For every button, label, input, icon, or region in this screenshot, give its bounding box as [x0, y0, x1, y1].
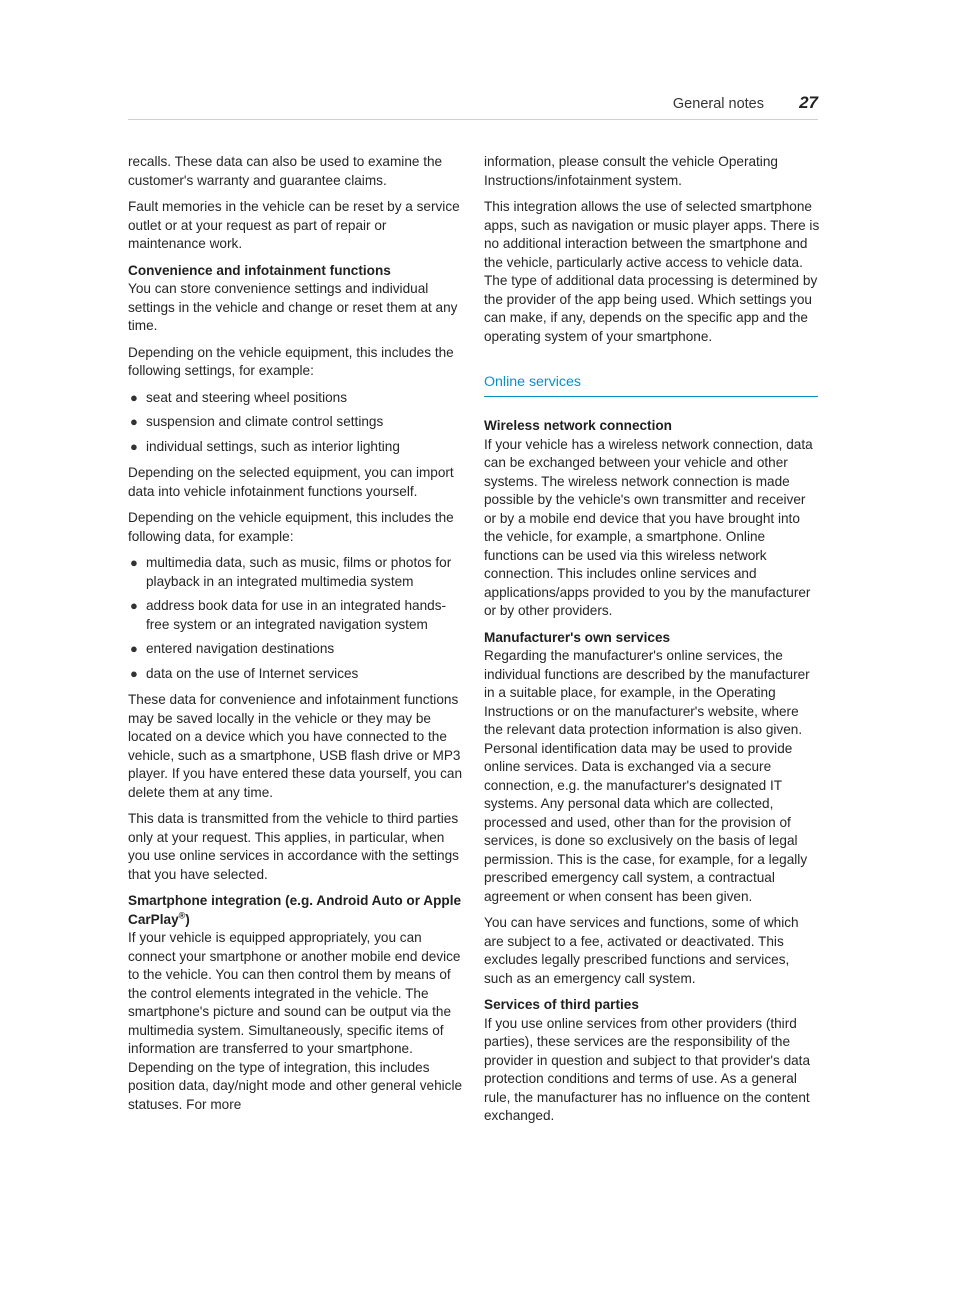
settings-list	[128, 389, 464, 457]
section-name: General notes	[672, 96, 764, 112]
list-item	[128, 389, 464, 408]
paragraph: You can store convenience settings and individual settings in the vehicle and change or reset them at any time.	[128, 281, 458, 333]
registered-mark: ®	[178, 909, 186, 920]
paragraph: Depending on the vehicle equipment, this includes the following settings, for example:	[128, 344, 454, 378]
paragraph: You can have services and functions, some of which are subject to a fee, activated or deactivated. This excludes legally prescribed functions and services, such as an emergency call system.	[484, 915, 799, 986]
list-item	[128, 438, 464, 457]
paragraph: recalls. These data can also be used to examine the customer's warranty and guarantee claims.	[128, 154, 443, 188]
list-item-text: address book data for use in an integrated hands-free system or an integrated navigation system	[146, 598, 447, 632]
list-item-text: seat and steering wheel positions	[146, 389, 348, 405]
bullet-icon: ●	[130, 598, 138, 613]
list-item	[128, 554, 464, 591]
heading-text: Smartphone integration (e.g. Android Auto or Apple CarPlay	[128, 893, 462, 927]
paragraph: Fault memories in the vehicle can be reset by a service outlet or at your request as part of repair or maintenance work.	[128, 199, 460, 251]
paragraph: If your vehicle has a wireless network connection, data can be exchanged between your vehicle and other systems. The wireless network connection is made possible by the vehicle's own transmitter and receiver or by a mobile end device that you have brought into the vehicle, for example, a smartphone. Online functions can be used via this wireless network connection. This includes online services and applications/apps provided to you by the manufacturer or by other providers.	[484, 436, 813, 618]
paragraph: Depending on the selected equipment, you can import data into vehicle infotainment functions yourself.	[128, 465, 454, 499]
page-header	[128, 93, 818, 120]
list-item-text: multimedia data, such as music, films or photos for playback in an integrated multimedia system	[146, 555, 452, 589]
list-item	[128, 413, 464, 432]
left-column	[128, 153, 464, 1122]
bullet-icon: ●	[130, 665, 138, 681]
page-number: 27	[799, 93, 818, 112]
bullet-icon: ●	[130, 389, 138, 405]
paragraph: information, please consult the vehicle Operating Instructions/infotainment system.	[484, 154, 778, 188]
list-item-text: suspension and climate control settings	[146, 414, 384, 429]
list-item-text: data on the use of Internet services	[146, 665, 359, 681]
paragraph: Regarding the manufacturer's online services, the individual functions are described by the manufacturer in a suitable place, for example, in the Operating Instructions or on the manufacturer's website, where the relevant data protection information is also given. Personal identification data may be used to provide online services. Data is exchanged via a secure connection, e.g. the manufacturer's designated IT systems. Any personal data which are collected, processed and used, other than for the provision of services, is done so exclusively on the basis of legal permission. This is the case, for example, for a legally prescribed emergency call system, a contractual agreement or when consent has been given.	[484, 648, 810, 904]
paragraph: These data for convenience and infotainment functions may be saved locally in the vehicle or they may be located on a device which you have connected to the vehicle, such as a smartphone, USB flash drive or MP3 player. If you have entered these data yourself, you can delete them at any time.	[128, 692, 463, 800]
list-item-text: individual settings, such as interior lighting	[146, 438, 400, 454]
data-list	[128, 554, 464, 683]
heading-third-party-services: Services of third parties	[484, 997, 639, 1012]
paragraph: This data is transmitted from the vehicle to third parties only at your request. This applies, in particular, when you use online services in accordance with the settings that you have selected.	[128, 811, 459, 882]
list-item	[128, 665, 464, 684]
heading-manufacturer-services: Manufacturer's own services	[484, 629, 671, 645]
paragraph: Depending on the vehicle equipment, this includes the following data, for example:	[128, 510, 454, 544]
heading-wireless-network: Wireless network connection	[484, 418, 672, 433]
bullet-icon: ●	[130, 641, 138, 656]
section-title-online-services: Online services	[484, 372, 818, 397]
bullet-icon: ●	[130, 438, 138, 454]
list-item	[128, 640, 464, 659]
bullet-icon: ●	[130, 414, 138, 429]
paragraph: This integration allows the use of selected smartphone apps, such as navigation or music player apps. There is no additional interaction between the smartphone and the vehicle, particularly active access to vehicle data. The type of additional data processing is determined by the provider of the app being used. Which settings you can make, if any, depends on the specific app and the operating system of your smartphone.	[484, 199, 820, 344]
bullet-icon: ●	[130, 555, 138, 570]
paragraph: If your vehicle is equipped appropriately, you can connect your smartphone or another mobile end device to the vehicle. You can then control them by means of the control elements integrated in the vehicle. The smartphone's picture and sound can be output via the multimedia system. Simultaneously, specific items of information are transferred to your smartphone. Depending on the type of integration, this includes position data, day/night mode and other general vehicle statuses. For more	[128, 930, 463, 1112]
paragraph: If you use online services from other providers (third parties), these services are the responsibility of the provider in question and subject to that provider's data protection conditions and terms of use. As a general rule, the manufacturer has no influence on the content exchanged.	[484, 1015, 811, 1123]
list-item-text: entered navigation destinations	[146, 641, 335, 656]
header-rule	[128, 119, 818, 120]
heading-text-close: )	[185, 911, 190, 927]
heading-smartphone-integration	[128, 892, 464, 929]
right-column	[484, 153, 820, 1134]
heading-convenience: Convenience and infotainment functions	[128, 262, 391, 278]
list-item	[128, 597, 464, 634]
